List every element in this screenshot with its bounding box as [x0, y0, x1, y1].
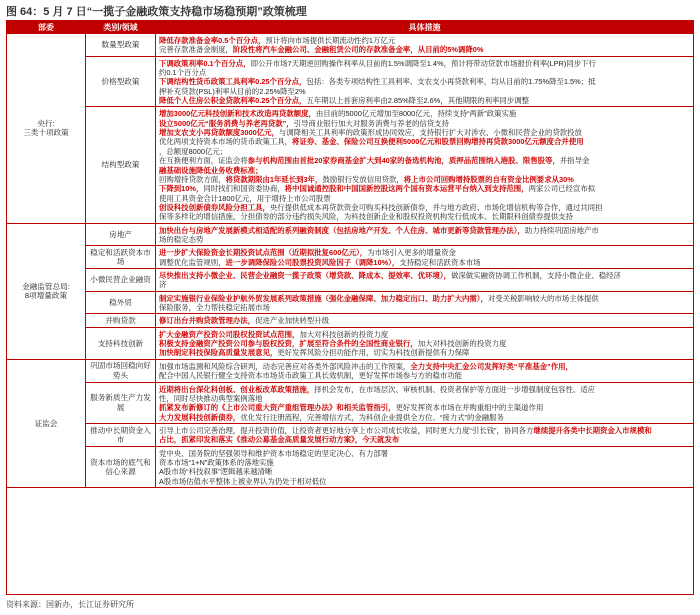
measure-line	[159, 316, 690, 325]
measure-text: 五年期以上首套房利率由2.85%降至2.6%，其他期限的利率同步调整	[306, 96, 529, 106]
measures-cell	[156, 269, 693, 292]
department-cell	[7, 360, 85, 488]
measure-text: A股市场估值水平整体上被业界认为仍处于相对低位	[159, 476, 327, 486]
measure-line	[159, 294, 690, 303]
highlighted-text: 修订出台并购贷款管理办法，	[159, 316, 256, 326]
measure-line	[159, 449, 690, 458]
measure-line	[159, 271, 690, 280]
measure-text: 同时找们和国资委协商，	[203, 184, 285, 194]
highlighted-text: 尽快推出支持小微企业、民营企业融资一揽子政策（增贷款、降成本、提效率、优环境），	[159, 271, 451, 281]
figure-title: 图 64：5 月 7 日“一揽子金融政策支持稳市场稳预期”政策梳理	[6, 6, 307, 18]
measure-text: 在互换便利方面，证监会将	[159, 156, 248, 166]
highlighted-text: 融基础设施降低业务收费标准；	[159, 165, 263, 175]
measure-line	[159, 330, 690, 339]
measure-line	[159, 394, 690, 403]
measure-line	[159, 403, 690, 412]
highlighted-text: 参与机构范围由首批20家券商基金扩大到40家的备选机构池，质押品范围纳入港股、限售股等，	[247, 156, 560, 166]
measures-cell	[156, 292, 693, 315]
measure-line	[159, 385, 690, 394]
measure-line	[159, 36, 690, 45]
measure-line	[159, 371, 690, 380]
measure-text: 押补充贷款(PSL)利率从目前的2.25%降至2%	[159, 86, 306, 96]
measures-cell	[156, 328, 693, 360]
policy-table	[6, 20, 694, 595]
measures-cell	[156, 383, 693, 424]
measure-line	[159, 45, 690, 54]
measure-text: 为市场引入更多的增量资金	[367, 248, 456, 258]
highlighted-text: 抓紧印发和落实《推动公募基金高质量发展行动方案》，	[181, 435, 363, 445]
highlighted-text: 抓紧发布新修订的《上市公司重大资产重组管理办法》和相关监管指引，	[159, 403, 396, 413]
measure-line	[159, 87, 690, 96]
measure-text: 场的稳定态势	[159, 234, 204, 244]
measure-line	[159, 184, 690, 193]
highlighted-text: 进一步调降保险公司股票投资风险因子（调降10%），	[225, 257, 400, 267]
measure-text: 加强市场监测和风险综合研判，动态完善应对各类外部风险冲击的工作预案，	[159, 361, 411, 371]
category-cell: 数量型政策	[85, 34, 156, 57]
measure-line	[159, 258, 690, 267]
highlighted-text: 加快出台与房地产发展新模式相适配的系列融资制度（包括房地产开发、个人住房、城市更新等贷款管理办法），	[159, 225, 525, 235]
measure-line	[159, 426, 690, 435]
highlighted-text: 扩大金融资产投资公司股权投资试点范围，	[159, 329, 300, 339]
measure-text: 完善存款准备金制度，	[159, 45, 233, 55]
measure-text: 预计将向市场提供长期流动性约1万亿元	[265, 36, 396, 45]
highlighted-text: 创设科技创新债券风险分担工具，	[159, 202, 270, 212]
header-measures: 具体措施	[156, 21, 693, 34]
category-cell: 房地产	[85, 224, 156, 247]
highlighted-text: 增加支农支小再贷款额度3000亿元，	[159, 128, 279, 138]
measure-text: 资本市场“1+N”政策体系的落地实施	[159, 457, 274, 467]
measure-text: 更好发挥资本市场在并购重组中的主渠道作用	[395, 403, 544, 413]
measure-line	[159, 137, 690, 146]
category-cell: 小微民营企业融资	[85, 269, 156, 292]
measures-cell	[156, 107, 693, 223]
highlighted-text: 设立5000亿元“服务消费与养老再贷款”，	[159, 118, 294, 128]
category-cell: 资本市场的底气和信心来源	[85, 447, 156, 488]
measure-text: 并指导金	[559, 156, 590, 166]
measure-text: 回购增持贷款方面，	[159, 174, 226, 184]
measure-text: 加大对科技创新的投资力度	[417, 339, 507, 349]
highlighted-text: 占比，	[159, 435, 182, 445]
highlighted-text: 将贷款期限由1年延长到3年，	[225, 174, 323, 184]
measure-text: 引导上市公司完善治理，提升投资价值，让投资者更好地分享上市公司成长收益，同时更大力度“引长钱”，协同各方	[159, 425, 534, 435]
highlighted-text: 积极支持金融资产投资公司参与股权投资，扩展至符合条件的全国性商业银行，	[159, 339, 418, 349]
measure-text: 优化发行注册流程，完善增信方式，为科创企业提供全方位、“接力式”的金融服务	[240, 412, 504, 422]
measure-text: 两家公司已经宣布拟	[528, 184, 596, 194]
measure-line	[159, 303, 690, 312]
measure-line	[159, 156, 690, 165]
measure-text: 济	[159, 280, 167, 290]
measure-line	[159, 96, 690, 105]
measure-text: 助力持续巩固房地产市	[524, 225, 599, 235]
measure-line	[159, 235, 690, 244]
header-category: 类别/领域	[85, 21, 156, 34]
measure-text: 包括：各类专项结构性工具利率、支农支小再贷款利率，均从目前的1.75%降至1.5%；抵	[306, 77, 596, 87]
measure-line	[159, 348, 690, 357]
measure-text: 央行提供低成本再贷款资金可购买科技创新债券，并与地方政府、市场化增信机构等合作，通过共同担	[269, 202, 603, 212]
measure-text: 择机会发布，在市场层次、审核机制、投资者保护等方面进一步增强制度包容性、适应	[314, 384, 596, 394]
category-cell: 价格型政策	[85, 57, 156, 108]
measure-line	[159, 280, 690, 289]
measure-text: A股市场“科技叙事”逻辑越来越清晰	[159, 467, 273, 477]
measures-cell	[156, 57, 693, 108]
highlighted-text: 下调政策利率0.1个百分点，	[159, 58, 251, 68]
category-cell: 并购贷款	[85, 314, 156, 327]
measure-text: 鼓励银行发放信用贷款，	[322, 174, 404, 184]
measure-line	[159, 203, 690, 212]
measure-line	[159, 77, 690, 86]
highlighted-text: 今天就发布	[362, 435, 400, 445]
measure-text: 配合中国人民银行健全支持资本市场货币政策工具长效机制，更好发挥市场参与方的稳市功能	[159, 371, 463, 381]
measure-text: 党中央、国务院的坚强领导和维护资本市场稳定的坚定决心、有力部署	[159, 448, 389, 458]
highlighted-text: 下降到10%，	[159, 184, 204, 194]
measure-text: 引导商业银行加大对服务消费与养老的信贷支持	[293, 118, 449, 128]
measures-cell	[156, 34, 693, 57]
measure-text: 性，同时尽快推动典型案例落地	[159, 393, 263, 403]
measure-text: 使用工具资金合计1800亿元，用于增持上市公司股票	[159, 193, 331, 203]
highlighted-text: 全力支持中央汇金公司发挥好类“平准基金”作用，	[410, 361, 573, 371]
measures-cell	[156, 424, 693, 447]
measure-line	[159, 175, 690, 184]
measures-cell	[156, 246, 693, 269]
highlighted-text: 增加3000亿元科技创新和技术改造再贷款额度，	[159, 109, 316, 119]
source-note: 资料来源：国新办，长江证券研究所	[6, 600, 134, 609]
highlighted-text: 制定实施银行业保险业护航外贸发展系列政策措施（强化金融保障、加力稳定出口、助力扩大内需），	[159, 293, 488, 303]
highlighted-text: 加快制定科技保险高质量发展意见，	[159, 348, 278, 358]
category-cell: 稳定和活跃资本市场	[85, 246, 156, 269]
measure-line	[159, 166, 690, 175]
category-cell: 巩固市场回稳向好势头	[85, 360, 156, 383]
category-cell: 稳外贸	[85, 292, 156, 315]
measure-text: 由目前的5000亿元增加至8000亿元，持续支持“两新”政策实施	[315, 109, 517, 119]
department-label: 金融监管总局: 8项增量政策	[22, 281, 70, 301]
department-cell	[7, 34, 85, 224]
measure-line	[159, 413, 690, 422]
highlighted-text: 阶段性将汽车金融公司、金融租赁公司的存款准备金率，从目前的5%调降0%	[232, 45, 484, 55]
highlighted-text: 降低存款准备金率0.5个百分点，	[159, 36, 266, 45]
measure-text: 做深做实融资协调工作机制，支持小微企业、稳经济	[450, 271, 621, 281]
measure-text: 约0.1个百分点	[159, 68, 207, 78]
measure-line	[159, 119, 690, 128]
measure-line	[159, 248, 690, 257]
measure-text: 与调降相关工具利率的政策形成协同效应，支持银行扩大对涉农、小微和民营企业的贷款投放	[278, 128, 582, 138]
measure-text: 优化两项支持资本市场的货币政策工具，	[159, 137, 293, 147]
measure-text: 对受关税影响较大的市场主体提供	[487, 293, 599, 303]
measure-line	[159, 458, 690, 467]
measure-text: 加大对科技创新的投资力度	[299, 329, 389, 339]
measure-text: ，总额度8000亿元；	[159, 146, 228, 156]
department-label: 证监会	[34, 418, 58, 428]
measure-text: 即公开市场7天期逆回购操作利率从目前的1.5%调降至1.4%，预计将带动贷款市场报价利率(LPR)同步下行	[250, 58, 596, 68]
measure-line	[159, 212, 690, 221]
category-cell: 推动中长期资金入市	[85, 424, 156, 447]
measure-text: 调整优化监管规则，	[159, 257, 226, 267]
category-cell: 结构型政策	[85, 107, 156, 223]
measure-line	[159, 59, 690, 68]
highlighted-text: 降低个人住房公积金贷款利率0.25个百分点，	[159, 96, 307, 106]
measure-text: 支持稳定和活跃资本市场	[399, 257, 481, 267]
measure-line	[159, 467, 690, 476]
measures-cell	[156, 360, 693, 383]
measure-text: 促进产业加快转型升级	[255, 316, 330, 326]
measure-line	[159, 194, 690, 203]
measure-line	[159, 109, 690, 118]
highlighted-text: 将证券、基金、保险公司互换便利5000亿元和股票回购增持再贷款3000亿元额度合并使用	[292, 137, 584, 147]
measure-text: 保险服务，全力帮扶稳定拓展市场	[159, 303, 270, 313]
measure-line	[159, 339, 690, 348]
highlighted-text: 近期将出台深化科创板、创业板改革政策措施，	[159, 384, 315, 394]
measure-line	[159, 226, 690, 235]
measure-line	[159, 68, 690, 77]
highlighted-text: 继续提升各类中长期资金入市规模和	[533, 425, 652, 435]
department-label: 央行: 三类十项政策	[23, 119, 69, 138]
measure-line	[159, 435, 690, 444]
measure-line	[159, 147, 690, 156]
measures-cell	[156, 314, 693, 327]
highlighted-text: 进一步扩大保险资金长期投资试点范围（近期拟批复600亿元），	[159, 248, 368, 258]
measure-text: 保等多样化的增信措施，分担债券的部分违约损失风险，为科技创新企业和股权投资机构发行低成本、长期限科创债券提供支持	[159, 212, 573, 222]
header-dept: 部委	[7, 21, 85, 34]
highlighted-text: 将中国诚通控股和中国国新控股这两个国有资本运营平台纳入到支持范围，	[284, 184, 529, 194]
category-cell: 服务新质生产力发展	[85, 383, 156, 424]
measures-cell	[156, 224, 693, 247]
department-cell	[7, 224, 85, 360]
measure-line	[159, 477, 690, 486]
measures-cell	[156, 447, 693, 488]
measure-line	[159, 362, 690, 371]
measure-line	[159, 128, 690, 137]
category-cell: 支持科技创新	[85, 328, 156, 360]
measure-text: 更好发挥风险分担功能作用，切实为科技创新提供有力保障	[277, 348, 470, 358]
highlighted-text: 下调结构性货币政策工具利率0.25个百分点，	[159, 77, 307, 87]
highlighted-text: 将上市公司回购增持股票的自有资金比例要求从30%	[403, 174, 574, 184]
highlighted-text: 大力发展科技创新债券，	[159, 412, 241, 422]
